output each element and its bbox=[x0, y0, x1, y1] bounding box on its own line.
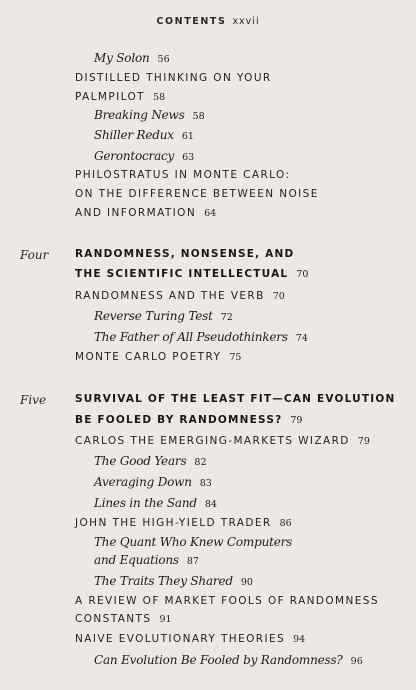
toc-entry bbox=[75, 614, 172, 625]
toc-entry-page: 90 bbox=[240, 577, 253, 588]
toc-entry bbox=[94, 554, 199, 567]
toc-entry bbox=[75, 352, 241, 363]
toc-entry-title: MONTE CARLO POETRY bbox=[75, 351, 222, 363]
toc-entry bbox=[94, 476, 212, 489]
toc-entry-title: A REVIEW OF MARKET FOOLS OF RANDOMNESS bbox=[75, 595, 379, 607]
toc-entry bbox=[94, 455, 207, 468]
toc-entry-title: PHILOSTRATUS IN MONTE CARLO: bbox=[75, 169, 291, 181]
toc-entry-title: The Good Years bbox=[94, 454, 187, 468]
toc-entry bbox=[75, 92, 165, 103]
toc-entry-title: RANDOMNESS, NONSENSE, AND bbox=[75, 248, 295, 260]
toc-entry-title: RANDOMNESS AND THE VERB bbox=[75, 290, 265, 302]
toc-entry-title: ON THE DIFFERENCE BETWEEN NOISE bbox=[75, 188, 319, 200]
chapter-title-line bbox=[75, 249, 294, 260]
toc-entry-title: SURVIVAL OF THE LEAST FIT—CAN EVOLUTION bbox=[75, 393, 396, 405]
toc-entry-page: 64 bbox=[204, 208, 217, 219]
toc-entry-page: 83 bbox=[199, 478, 212, 489]
toc-entry-page: 72 bbox=[220, 312, 233, 323]
toc-entry-page: 63 bbox=[182, 152, 195, 163]
toc-entry-page: 96 bbox=[350, 656, 363, 667]
toc-entry bbox=[94, 109, 205, 122]
chapter-title-line bbox=[75, 415, 302, 426]
toc-entry bbox=[94, 654, 363, 667]
toc-entry bbox=[94, 52, 170, 65]
toc-entry-title: BE FOOLED BY RANDOMNESS? bbox=[75, 414, 283, 426]
toc-entry-title: DISTILLED THINKING ON YOUR bbox=[75, 72, 272, 84]
toc-entry-title: Gerontocracy bbox=[94, 149, 175, 163]
toc-entry-page: 58 bbox=[152, 92, 166, 103]
toc-entry-title: AND INFORMATION bbox=[75, 207, 197, 219]
toc-entry-page: 84 bbox=[204, 499, 217, 510]
toc-entry bbox=[75, 208, 216, 219]
page-number: xxvii bbox=[232, 16, 260, 27]
chapter-label-five: Five bbox=[20, 393, 47, 407]
running-header bbox=[0, 16, 416, 27]
toc-entry-page: 79 bbox=[290, 415, 303, 426]
toc-entry-title: and Equations bbox=[94, 553, 179, 567]
toc-entry-title: Lines in the Sand bbox=[94, 496, 197, 510]
toc-entry bbox=[94, 150, 194, 163]
toc-entry-page: 70 bbox=[272, 291, 285, 302]
toc-entry bbox=[94, 536, 292, 548]
toc-entry bbox=[75, 436, 370, 447]
toc-entry-title: JOHN THE HIGH-YIELD TRADER bbox=[75, 517, 272, 529]
toc-entry bbox=[75, 170, 290, 181]
toc-entry-page: 70 bbox=[296, 269, 309, 280]
toc-entry-title: CARLOS THE EMERGING-MARKETS WIZARD bbox=[75, 435, 350, 447]
toc-entry bbox=[94, 497, 217, 510]
toc-entry-page: 56 bbox=[157, 54, 170, 65]
toc-entry bbox=[75, 596, 379, 607]
toc-entry bbox=[75, 189, 319, 200]
toc-entry-page: 61 bbox=[181, 131, 194, 142]
toc-entry-title: PALMPILOT bbox=[75, 91, 145, 103]
toc-entry-title: Shiller Redux bbox=[94, 128, 174, 142]
toc-entry bbox=[75, 291, 285, 302]
toc-entry bbox=[75, 73, 272, 84]
toc-entry bbox=[75, 518, 292, 529]
chapter-title-line bbox=[75, 394, 395, 405]
toc-entry bbox=[94, 575, 253, 588]
toc-entry-title: The Traits They Shared bbox=[94, 574, 233, 588]
toc-entry bbox=[75, 634, 305, 645]
toc-entry-page: 86 bbox=[279, 518, 292, 529]
toc-entry-page: 91 bbox=[159, 614, 172, 625]
toc-entry-title: NAIVE EVOLUTIONARY THEORIES bbox=[75, 633, 286, 645]
toc-entry bbox=[94, 129, 194, 142]
toc-entry-title: The Father of All Pseudothinkers bbox=[94, 330, 288, 344]
toc-entry-page: 82 bbox=[194, 457, 207, 468]
toc-entry bbox=[94, 331, 308, 344]
toc-entry-title: The Quant Who Knew Computers bbox=[94, 535, 293, 549]
toc-entry-page: 94 bbox=[293, 634, 306, 645]
chapter-label-four: Four bbox=[20, 248, 49, 262]
toc-entry-title: Can Evolution Be Fooled by Randomness? bbox=[94, 653, 343, 667]
toc-entry-title: CONSTANTS bbox=[75, 613, 152, 625]
toc-entry-page: 79 bbox=[357, 436, 370, 447]
toc-entry-title: Breaking News bbox=[94, 108, 185, 122]
toc-entry-title: THE SCIENTIFIC INTELLECTUAL bbox=[75, 268, 289, 280]
toc-entry bbox=[94, 310, 233, 323]
toc-entry-page: 87 bbox=[186, 556, 199, 567]
running-header-title: CONTENTS bbox=[156, 16, 227, 27]
toc-entry-title: Averaging Down bbox=[94, 475, 192, 489]
toc-entry-page: 74 bbox=[295, 333, 308, 344]
toc-entry-page: 58 bbox=[192, 111, 205, 122]
toc-entry-title: My Solon bbox=[94, 51, 150, 65]
chapter-title-line bbox=[75, 269, 308, 280]
toc-entry-page: 75 bbox=[229, 352, 242, 363]
toc-entry-title: Reverse Turing Test bbox=[94, 309, 213, 323]
